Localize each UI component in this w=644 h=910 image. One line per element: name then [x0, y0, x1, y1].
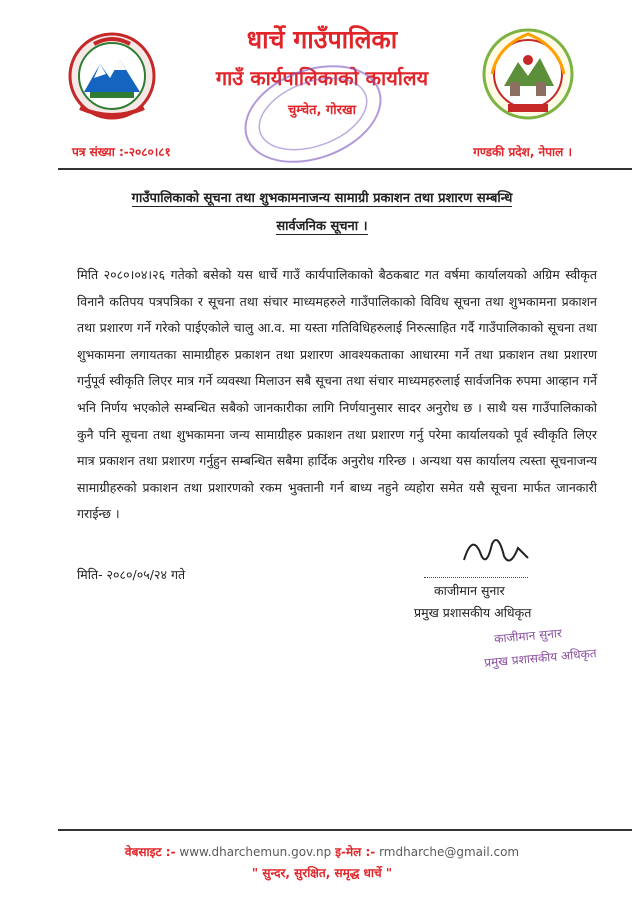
- notice-date: मिति- २०८०/०५/२४ गते: [77, 567, 186, 582]
- stamp-name: काजीमान सुनार: [493, 626, 563, 646]
- website-link[interactable]: www.dharchemun.gov.np: [179, 845, 332, 859]
- reference-number: पत्र संख्या :-२०८०।८१: [72, 145, 171, 159]
- footer-divider: [58, 829, 632, 831]
- notice-title-line-1: गाउँपालिकाको सूचना तथा शुभकामनाजन्य सामाग्री प्रकाशन तथा प्रशारण सम्बन्धि: [131, 191, 513, 206]
- office-address: चुम्चेत, गोरखा: [288, 103, 356, 118]
- signature-mark: [458, 530, 534, 580]
- email-link[interactable]: rmdharche@gmail.com: [379, 845, 520, 859]
- stamp-title: प्रमुख प्रशासकीय अधिकृत: [483, 646, 598, 670]
- notice-body: मिति २०८०।०४।२६ गतेको बसेको यस धार्चे गाउँ कार्यपालिकाको बैठकबाट गत वर्षमा कार्यालयको अग्रिम स्वीकृत विनानै कतिपय पत्रपत्रिका र सूचना तथा संचार माध्यमहरुले गाउँपालिकाको विविध सूचना तथा शुभकामना प्रकाशन तथा प्रशारण गर्ने गरेको पाईएकोले चालु आ.व. मा यस्ता गतिविधिहरुलाई निरुत्साहित गर्दै गाउँपालिकाको सूचना तथा शुभकामना लगायतका सामाग्रीहरु प्रकाशन तथा प्रशारण आवश्यकताका आधारमा गर्ने तथा प्रकाशन तथा प्रशारण गर्नुपूर्व स्वीकृति लिएर मात्र गर्ने व्यवस्था मिलाउन सबै सूचना तथा संचार माध्यमहरुलाई सार्वजनिक रुपमा आव्हान गर्ने भनि निर्णय भएकोले सम्बन्धित सबैको जानकारीका लागि निर्णयानुसार सादर अनुरोध छ । साथै यस गाउँपालिकाको कुनै पनि सूचना तथा शुभकामना जन्य सामाग्रीहरु प्रकाशन तथा प्रशारण गर्नु परेमा कार्यालयको पूर्व स्वीकृति लिएर मात्र प्रकाशन तथा प्रशारण गर्नुहुन सम्बन्धित सबैमा हार्दिक अनुरोध गरिन्छ । अन्यथा यस कार्यालय त्यस्ता सूचनाजन्य सामाग्रीहरुको प्रकाशन तथा प्रशारणको रकम भुक्तानी गर्न बाध्य नहुने व्यहोरा समेत यसै सूचना मार्फत जानकारी गराईन्छ ।: [77, 267, 597, 522]
- footer-contact: [0, 843, 644, 860]
- province-label: गण्डकी प्रदेश, नेपाल ।: [473, 145, 572, 159]
- office-name: गाउँ कार्यपालिकाको कार्यालय: [215, 66, 429, 90]
- org-name: धार्चे गाउँपालिका: [246, 25, 398, 54]
- signature-line: [424, 577, 528, 578]
- signatory-name: काजीमान सुनार: [434, 583, 505, 598]
- email-label: इ-मेल :-: [335, 845, 376, 859]
- signatory-title: प्रमुख प्रशासकीय अधिकृत: [414, 605, 532, 620]
- office-stamp: [238, 64, 388, 168]
- footer-slogan: " सुन्दर, सुरक्षित, समृद्ध धार्चे ": [251, 866, 393, 880]
- header-divider: [58, 168, 632, 170]
- website-label: वेबसाइट :-: [124, 845, 176, 859]
- notice-title: [70, 185, 574, 241]
- notice-title-line-2: सार्वजनिक सूचना ।: [276, 219, 368, 234]
